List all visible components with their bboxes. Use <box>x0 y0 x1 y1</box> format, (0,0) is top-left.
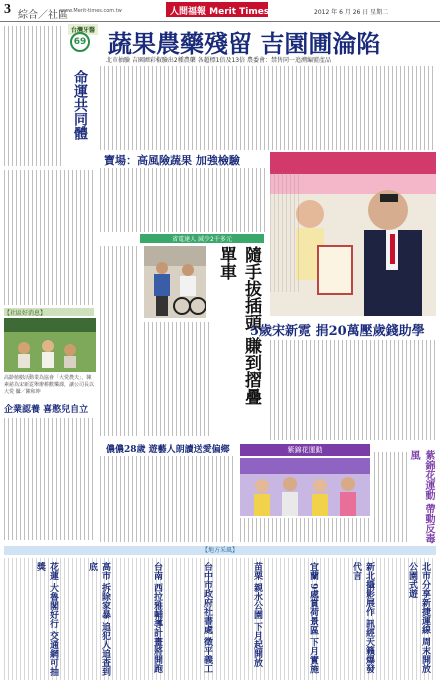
company-photo <box>4 318 96 372</box>
page-number: 3 <box>4 2 11 17</box>
high-risk-headline: 寶場：高風險蔬果 加強檢驗 <box>104 154 240 167</box>
company-body-text <box>4 418 96 540</box>
main-headline: 蔬果農藥殘留 吉園圃淪陷 <box>108 29 381 58</box>
zi-jing-body <box>374 452 408 542</box>
bottom-columns <box>4 558 436 680</box>
charity-headline: 5歲宋新霓 捐20萬壓歲錢助學 <box>250 324 425 339</box>
zi-jing-banner: 紫錦花運動 <box>240 444 370 456</box>
company-photo-caption: 高齡植樹活動業為協會「大愛農夫」，陳素慈為宋新霓舉辦耕歡樂課，讓公司長以大愛 攝／陳和坤 <box>4 375 95 395</box>
elder-headline: 儂儂28歲 遊藝人朗讀送愛偏鄉 <box>106 445 230 455</box>
bottom-headline-7: 高市 拆除家暴 追犯人追查到底 <box>87 562 110 677</box>
bottom-headline-1: 北市分享新捷運線 周末開放公園式遊 <box>407 562 430 674</box>
main-subheadline: 北市抽驗 吉園圃彩椒驗出2種農藥 各超標1倍及13倍 農委會：禁售同一追溯編號產品 <box>106 57 331 64</box>
energy-body-left <box>100 246 140 436</box>
bottom-headline-8: 花蓮 大魯閣好行 交通網可抽獎 <box>35 562 58 677</box>
unplug-headline: 隨手拔插頭 賺到摺疊單車 <box>216 246 261 405</box>
company-headline: 企業認養 喜憨兒自立 <box>4 405 89 415</box>
local-section-bar: 【地方采風】 <box>4 546 436 555</box>
column-badge: 台灣牙醫 <box>68 24 98 35</box>
bottom-headline-2: 新北攝影展作 訊經天籟爆發代言 <box>351 562 374 674</box>
zi-jing-photo <box>240 458 370 516</box>
masthead <box>0 0 440 22</box>
company-section-label: 【社區好消息】 <box>4 308 94 316</box>
energy-body <box>144 322 212 436</box>
column-body-text-2 <box>4 170 94 305</box>
bottom-headline-6: 台南 西拉雅輔導計畫將開跑 <box>152 562 162 674</box>
column-number-icon: 69 <box>70 32 90 52</box>
high-risk-body <box>100 168 268 232</box>
bottom-headline-4: 苗栗 親水公園 下月起開放 <box>252 562 262 668</box>
masthead-url: www.Merit-times.com.tw <box>60 8 122 14</box>
issue-date: 2012 年 6 月 26 日 星期二 <box>314 9 389 16</box>
column-title: 命運共同體 <box>72 70 88 140</box>
charity-photo-text <box>270 172 300 292</box>
bottom-headline-3: 宜蘭 9處賞荷景區 下月實施 <box>308 562 318 674</box>
main-story-body <box>100 66 436 150</box>
column-body-text <box>4 26 64 166</box>
zi-jing-headline: 紫錦花運動 帶動反毒風 <box>408 450 434 544</box>
bottom-headline-5: 台中市政府社書處 徵平義工 <box>202 562 212 674</box>
elder-body <box>100 456 236 542</box>
section-name: 綜合／社區 <box>18 10 68 21</box>
zi-jing-photo-text <box>240 518 370 542</box>
energy-banner: 省電達人 減少2千多元 <box>140 234 264 243</box>
newspaper-logo: 人間福報 Merit Times <box>166 2 268 17</box>
energy-photo <box>144 246 206 318</box>
charity-body <box>270 340 436 440</box>
